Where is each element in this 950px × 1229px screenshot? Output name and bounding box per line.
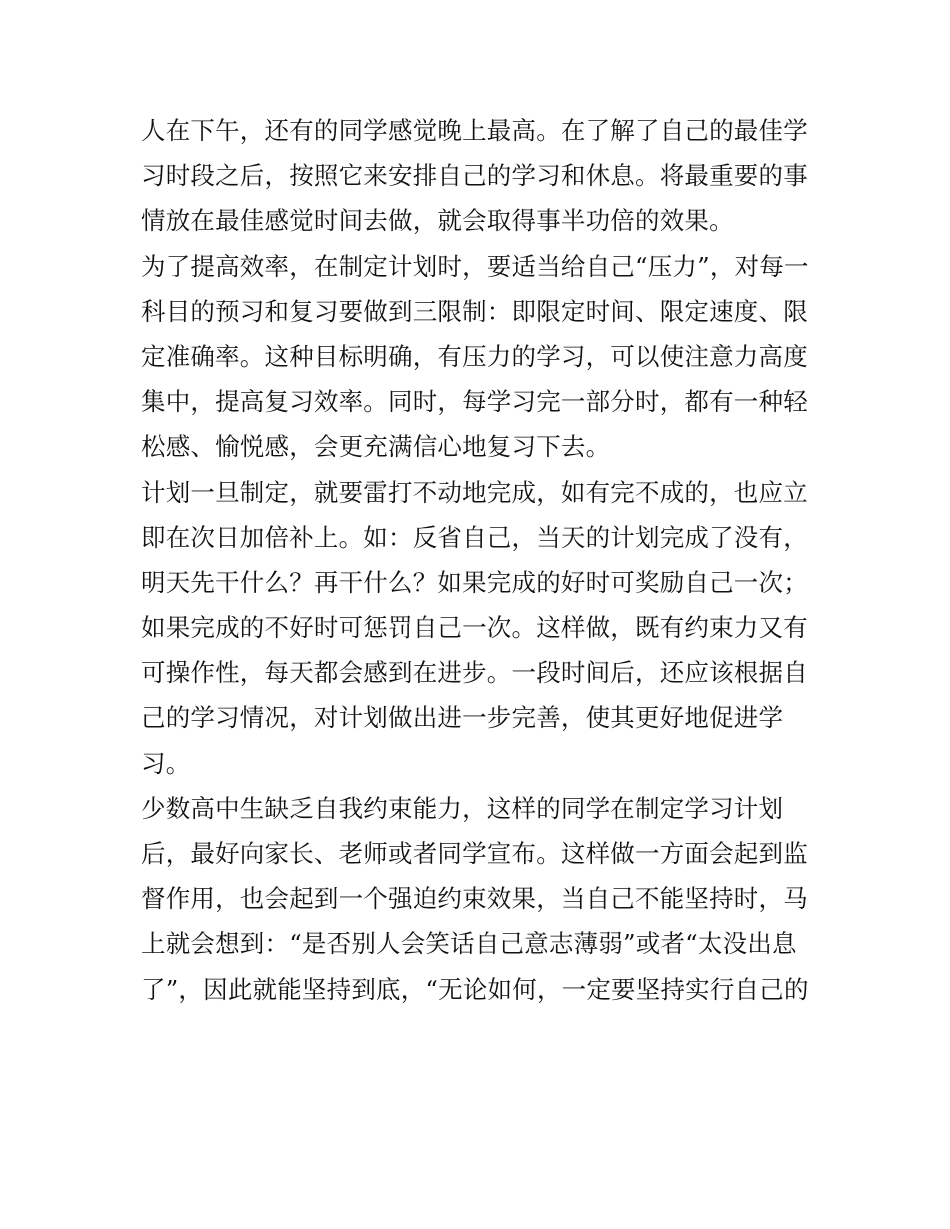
text-line: 集中，提高复习效率。同时，每学习完一部分时，都有一种轻 [141,387,808,417]
text-line: 情放在最佳感觉时间去做，就会取得事半功倍的效果。 [141,206,734,236]
text-line: 如果完成的不好时可惩罚自己一次。这样做，既有约束力又有 [141,613,808,643]
text-line: 了”，因此就能坚持到底，“无论如何，一定要坚持实行自己的 [141,974,809,1004]
text-line: 即在次日加倍补上。如：反省自己，当天的计划完成了没有， [141,522,808,552]
text-line: 松感、愉悦感，会更充满信心地复习下去。 [141,432,611,462]
text-line: 习时段之后，按照它来安排自己的学习和休息。将最重要的事 [141,161,808,191]
text-line: 督作用，也会起到一个强迫约束效果，当自己不能坚持时，马 [141,884,808,914]
text-line: 定准确率。这种目标明确，有压力的学习，可以使注意力高度 [141,341,808,371]
text-line: 人在下午，还有的同学感觉晚上最高。在了解了自己的最佳学 [141,116,808,145]
text-line: 计划一旦制定，就要雷打不动地完成，如有完不成的，也应立 [141,477,808,507]
text-line: 后，最好向家长、老师或者同学宣布。这样做一方面会起到监 [141,839,808,868]
body-text [141,108,821,1012]
text-line: 习。 [141,748,191,778]
text-line: 上就会想到：“是否别人会笑话自己意志薄弱”或者“太没出息 [141,929,797,959]
text-line: 明天先干什么？再干什么？如果完成的好时可奖励自己一次； [141,567,808,597]
text-line: 少数高中生缺乏自我约束能力，这样的同学在制定学习计划 [141,793,784,823]
text-line: 己的学习情况，对计划做出进一步完善，使其更好地促进学 [141,703,784,733]
text-line: 科目的预习和复习要做到三限制：即限定时间、限定速度、限 [141,296,808,326]
text-line: 可操作性，每天都会感到在进步。一段时间后，还应该根据自 [141,658,808,688]
text-line: 为了提高效率，在制定计划时，要适当给自己“压力”，对每一 [141,251,809,281]
